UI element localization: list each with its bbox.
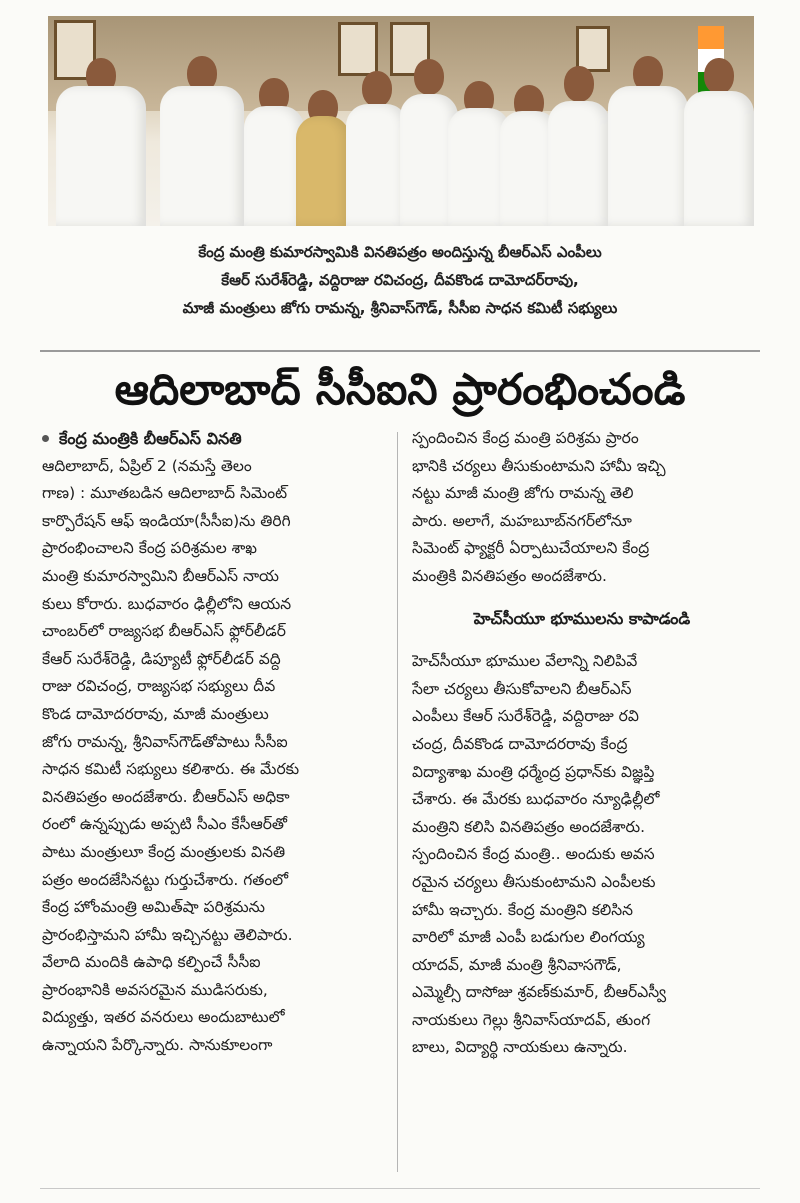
body-line: ప్రారంభానికి అవసరమైన ముడిసరుకు, <box>42 980 268 999</box>
bottom-divider <box>40 1188 760 1189</box>
body-line: యాదవ్, మాజీ మంత్రి శ్రీనివాసగౌడ్, <box>412 955 622 974</box>
subhead: హెచ్‌సీయూ భూములను కాపాడండి <box>473 608 691 628</box>
body-line: హామీ ఇచ్చారు. కేంద్ర మంత్రిని కలిసిన <box>412 900 634 919</box>
right-column <box>412 425 752 1062</box>
body-line: వినతిపత్రం అందజేశారు. బీఆర్ఎస్ అధికా <box>42 787 290 806</box>
body-line: సిమెంట్ ఫ్యాక్టరీ ఏర్పాటుచేయాలని కేంద్ర <box>412 539 650 558</box>
body-line: జోగు రామన్న, శ్రీనివాస్‌గౌడ్‌తోపాటు సీసీఐ <box>42 732 288 751</box>
person-2 <box>160 36 244 226</box>
person-9 <box>548 48 610 226</box>
body-line: స్పందించిన కేంద్ర మంత్రి పరిశ్రమ ప్రారం <box>412 429 639 447</box>
body-line: మంత్రి కుమారస్వామిని బీఆర్ఎస్ నాయ <box>42 566 279 585</box>
body-line: వేలాది మందికి ఉపాధి కల్పించే సీసీఐ <box>42 953 261 972</box>
body-line: ఎమ్మెల్సీ దాసోజు శ్రవణ్‌కుమార్, బీఆర్ఎస్వీ <box>412 983 667 1002</box>
body-line: కేఆర్ సురేశ్‌రెడ్డి, డిప్యూటీ ఫ్లోర్‌లీడర్ వద్ది <box>42 649 281 668</box>
body-line: విద్యాశాఖ మంత్రి ధర్మేంద్ర ప్రధాన్‌కు విజ్ఞప్తి <box>412 762 655 781</box>
body-line: చేశారు. ఈ మేరకు బుధవారం న్యూఢిల్లీలో <box>412 790 660 809</box>
caption-line-3: మాజీ మంత్రులు జోగు రామన్న, శ్రీనివాస్‌గౌడ్, సీసీఐ సాధన కమిటీ సభ్యులు <box>182 299 618 317</box>
person-11 <box>684 36 754 226</box>
person-5 <box>346 51 408 226</box>
body-line: స్పందించిన కేంద్ర మంత్రి.. అందుకు అవస <box>412 845 655 864</box>
body-line: నాయకులు గెల్లు శ్రీనివాస్‌యాదవ్, తుంగ <box>412 1010 651 1029</box>
caption-line-1: కేంద్ర మంత్రి కుమారస్వామికి వినతిపత్రం అందిస్తున్న బీఆర్ఎస్ ఎంపీలు <box>198 243 602 261</box>
body-line: హెచ్‌సీయూ భూముల వేలాన్ని నిలిపివే <box>412 652 638 671</box>
body-line: కేంద్ర హోంమంత్రి అమిత్‌షా పరిశ్రమను <box>42 898 265 917</box>
body-line: చాంబర్‌లో రాజ్యసభ బీఆర్ఎస్ ఫ్లోర్‌లీడర్ <box>42 622 286 641</box>
body-line: ప్రారంభిస్తామని హామీ ఇచ్చినట్టు తెలిపారు. <box>42 925 293 944</box>
body-line: పారు. అలాగే, మహబూబ్‌నగర్‌లోనూ <box>412 511 632 530</box>
right-body-text-bottom <box>412 648 752 1062</box>
body-line: చంద్ర, దీవకొండ దామోదరరావు కేంద్ర <box>412 734 628 753</box>
bullet-icon <box>42 435 49 442</box>
body-line: రమైన చర్యలు తీసుకుంటామని ఎంపీలకు <box>412 872 656 891</box>
body-line: ఎంపీలు కేఆర్ సురేశ్‌రెడ్డి, వద్దిరాజు రవి <box>412 707 639 726</box>
body-line: గాణ) : మూతబడిన ఆదిలాబాద్ సిమెంట్ <box>42 484 288 503</box>
body-line: ఆదిలాబాద్, ఏప్రిల్ 2 (నమస్తే తెలం <box>42 456 252 475</box>
body-line: మంత్రిని కలిసి వినతిపత్రం అందజేశారు. <box>412 817 646 836</box>
body-line: బాలు, విద్యార్థి నాయకులు ఉన్నారు. <box>412 1038 628 1057</box>
headline: ఆదిలాబాద్ సీసీఐని ప్రారంభించండి <box>114 365 686 415</box>
body-line: వారిలో మాజీ ఎంపీ బడుగుల లింగయ్య <box>412 928 645 947</box>
body-line: కొండ దామోదరరావు, మాజీ మంత్రులు <box>42 704 269 723</box>
body-line: నట్టు మాజీ మంత్రి జోగు రామన్న తెలి <box>412 484 634 503</box>
person-4 <box>296 66 350 226</box>
body-line: ఉన్నాయని పేర్కొన్నారు. సానుకూలంగా <box>42 1036 273 1055</box>
person-3 <box>244 56 304 226</box>
body-line: సేలా చర్యలు తీసుకోవాలని బీఆర్ఎస్ <box>412 679 632 698</box>
body-line: సాధన కమిటీ సభ్యులు కలిశారు. ఈ మేరకు <box>42 760 300 779</box>
caption-line-2: కేఆర్ సురేశ్‌రెడ్డి, వద్దిరాజు రవిచంద్ర, దీవకొండ దామోదర్‌రావు, <box>221 271 579 289</box>
body-line: పత్రం అందజేసినట్టు గుర్తుచేశారు. గతంలో <box>42 870 289 889</box>
body-line: ప్రారంభించాలని కేంద్ర పరిశ్రమల శాఖ <box>42 539 257 558</box>
body-line: కులు కోరారు. బుధవారం ఢిల్లీలోని ఆయన <box>42 594 292 613</box>
left-body-text <box>42 453 382 1060</box>
body-line: భానికి చర్యలు తీసుకుంటామని హామీ ఇచ్చి <box>412 456 666 475</box>
body-line: విద్యుత్తు, ఇతర వనరులు అందుబాటులో <box>42 1008 285 1027</box>
kicker-text: కేంద్ర మంత్రికి బీఆర్ఎస్ వినతి <box>59 429 242 448</box>
column-divider <box>397 432 398 1172</box>
body-line: రంలో ఉన్నప్పుడు అప్పటి సీఎం కేసీఆర్‌తో <box>42 815 288 834</box>
body-line: కార్పొరేషన్ ఆఫ్ ఇండియా(సీసీఐ)ను తిరిగి <box>42 511 291 530</box>
kicker <box>42 425 382 453</box>
body-line: పాటు మంత్రులూ కేంద్ర మంత్రులకు వినతి <box>42 842 286 861</box>
caption-divider <box>40 350 760 352</box>
left-column <box>42 425 382 1060</box>
right-body-text-top <box>412 425 752 591</box>
body-line: రాజు రవిచంద్ర, రాజ్యసభ సభ్యులు దీవ <box>42 677 276 696</box>
news-photo <box>48 16 754 226</box>
body-line: మంత్రికి వినతిపత్రం అందజేశారు. <box>412 566 607 585</box>
person-10 <box>608 36 688 226</box>
photo-caption <box>40 238 760 322</box>
person-1 <box>56 36 146 226</box>
